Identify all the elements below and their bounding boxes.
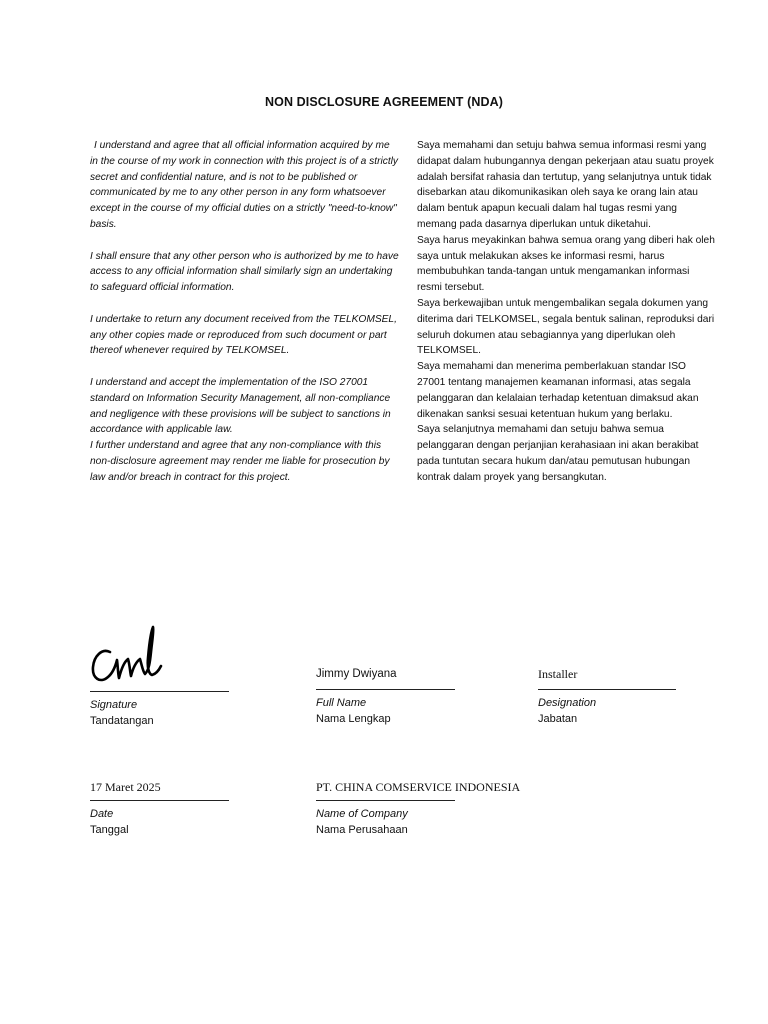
full-name-field xyxy=(316,665,455,727)
signature-label-en: Signature xyxy=(90,699,138,711)
date-value: 17 Maret 2025 xyxy=(90,780,161,794)
indonesian-clause-3: Saya berkewajiban untuk mengembalikan segala dokumen yang diterima dari TELKOMSEL, segala bentuk salinan, reproduksi dari seluruh dokumen atau sebagiannya yang diperlukan oleh TELKOMSEL. xyxy=(417,297,715,357)
date-label-id: Tanggal xyxy=(90,824,129,836)
full-name-label-id: Nama Lengkap xyxy=(316,713,391,725)
designation-label-id: Jabatan xyxy=(538,713,578,725)
company-label-id: Nama Perusahaan xyxy=(316,824,408,836)
indonesian-clause-4: Saya memahami dan menerima pemberlakuan standar ISO 27001 tentang manajemen keamanan informasi, atas segala pelanggaran dan kelalaian terhadap ketentuan dimaksud akan dikenakan sanksi sesuai ketentuan hukum yang berlaku. xyxy=(417,361,699,420)
full-name-label-en: Full Name xyxy=(316,697,367,709)
company-line xyxy=(316,800,455,801)
designation-field xyxy=(538,665,676,727)
company-value: PT. CHINA COMSERVICE INDONESIA xyxy=(316,780,521,794)
english-clause-4: I understand and accept the implementation of the ISO 27001 standard on Information Security Management, all non-compliance and negligence with these provisions will be subject to sanctions in accordance with applicable law. xyxy=(90,376,391,436)
indonesian-clauses xyxy=(417,138,717,486)
indonesian-clause-5: Saya selanjutnya memahami dan setuju bahwa semua pelanggaran dengan perjanjian kerahasiaan ini akan berakibat pada tuntutan secara hukum dan/atau pemutusan hubungan kontrak dalam proyek yang bersangkutan. xyxy=(417,424,699,483)
date-field xyxy=(90,778,229,838)
indonesian-clause-2: Saya harus meyakinkan bahwa semua orang yang diberi hak oleh saya untuk melakukan akses ke informasi resmi, harus membubuhkan tanda-tangan untuk mengamankan informasi resmi tersebut. xyxy=(417,234,715,294)
indonesian-clause-1: Saya memahami dan setuju bahwa semua informasi resmi yang didapat dalam hubungannya dengan pekerjaan atau suatu proyek adalah bersifat rahasia dan tertutup, yang selanjutnya untuk tidak disebarkan atau dikomunikasikan oleh saya ke orang lain atau dalam bentuk apapun kecuali dalam hal tugas resmi yang memang pada dasarnya diperlukan untuk diketahui. xyxy=(417,140,714,230)
date-label-en: Date xyxy=(90,808,114,820)
english-clause-2: I shall ensure that any other person who is authorized by me to have access to any official information shall similarly sign an undertaking to safeguard official information. xyxy=(90,250,399,294)
english-clause-5: I further understand and agree that any non-compliance with this non-disclosure agreement may render me liable for prosecution by law and/or breach in contract for this project. xyxy=(90,440,390,483)
signature-line xyxy=(90,691,229,692)
signature-field xyxy=(90,671,229,729)
designation-line xyxy=(538,689,676,690)
english-clause-1: I understand and agree that all official information acquired by me in the course of my work in connection with this project is of a strictly secret and confidential nature, and is not to be published or communicated by me to any other person in any form whatsoever except in the course of my official duties on a strictly "need-to-know" basis. xyxy=(90,140,399,230)
date-line xyxy=(90,800,229,801)
designation-value: Installer xyxy=(538,667,578,681)
designation-label-en: Designation xyxy=(538,697,597,709)
full-name-value: Jimmy Dwiyana xyxy=(316,668,397,680)
company-label-en: Name of Company xyxy=(316,808,408,820)
signature-label-id: Tandatangan xyxy=(90,715,154,727)
full-name-line xyxy=(316,689,455,690)
english-clause-3: I undertake to return any document received from the TELKOMSEL, any other copies made or reproduced from such document or part thereof whenever required by TELKOMSEL. xyxy=(90,313,397,357)
english-clauses xyxy=(90,138,400,486)
company-field xyxy=(316,778,521,838)
document-title: NON DISCLOSURE AGREEMENT (NDA) xyxy=(265,95,503,109)
